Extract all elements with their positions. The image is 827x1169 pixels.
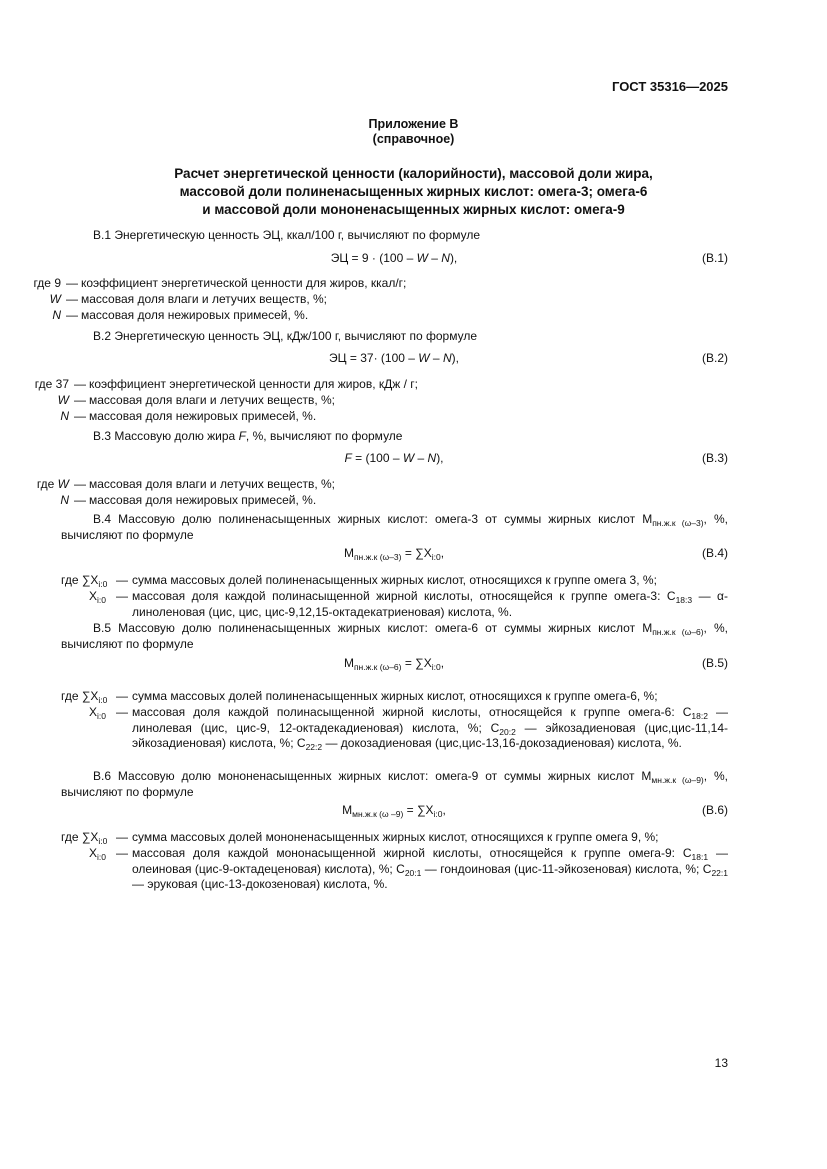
where-description: коэффициент энергетической ценности для жиров, ккал/г; xyxy=(81,276,407,290)
where-dash: — xyxy=(74,377,86,391)
heading-line: Расчет энергетической ценности (калорийности), массовой доли жира, xyxy=(174,166,653,181)
where-description: сумма массовых долей полиненасыщенных жирных кислот, относящихся к группе омега-6, %; xyxy=(132,689,658,703)
where-symbol: $X_{i:0}$ xyxy=(89,705,106,721)
where-dash: — xyxy=(66,292,78,306)
formula-b5: $М_{пн.ж.к (\omega-6)} = \sum X_{i:0}$, xyxy=(343,656,445,672)
where-symbol: где $\sum X_{i:0}$ xyxy=(61,830,108,846)
where-description: массовая доля влаги и летучих веществ, %; xyxy=(89,393,336,407)
equation-number: (В.6) xyxy=(701,803,728,817)
where-symbol: где $\sum X_{i:0}$ xyxy=(61,689,108,705)
where-symbol: где 37 xyxy=(34,377,69,391)
equation-number: (В.3) xyxy=(701,451,728,465)
where-dash: — xyxy=(116,589,128,603)
where-dash: — xyxy=(116,846,128,860)
where-description: сумма массовых долей полиненасыщенных жирных кислот, относящихся к группе омега 3, %; xyxy=(132,573,657,587)
heading-line: и массовой доли мононенасыщенных жирных кислот: омега-9 xyxy=(202,202,625,217)
where-symbol: W xyxy=(49,292,61,306)
where-description: коэффициент энергетической ценности для жиров, кДж / г; xyxy=(89,377,418,391)
where-dash: — xyxy=(74,477,86,491)
equation-number: (В.4) xyxy=(701,546,728,560)
formula-b4: $М_{пн.ж.к (\omega-3)} = \sum X_{i:0}$, xyxy=(343,546,445,562)
clause-b2-intro: В.2 Энергетическую ценность ЭЦ, кДж/100 г, вычисляют по формуле xyxy=(93,329,477,343)
where-list-b6 xyxy=(61,830,741,894)
where-symbol: N xyxy=(60,409,69,423)
where-list-b5 xyxy=(61,689,741,769)
clause-b3-intro: В.3 Массовую долю жира F, %, вычисляют по формуле xyxy=(93,429,403,443)
where-symbol: W xyxy=(57,393,69,407)
where-description: массовая доля каждой полинасыщенной жирной кислоты, относящейся к группе омега-3: $С_{18:3}$ — α-линоленовая (цис, цис, цис-9,12,15-октадекатриеновая) кислота, %. xyxy=(132,589,728,619)
standard-number: ГОСТ 35316—2025 xyxy=(612,79,728,94)
where-symbol: N xyxy=(60,493,69,507)
where-description: массовая доля каждой мононасыщенной жирной кислоты, относящейся к группе омега-9: $С_{18:1}$ — олеиновая (цис-9-октадеценовая) кислота), %; $С_{20:1}$ — гондоиновая (цис-11-эйкозеновая) кислота, %; $С_{22:1}$ — эруковая (цис-13-докозеновая) кислота, %. xyxy=(132,846,728,891)
where-description: сумма массовых долей мононенасыщенных жирных кислот, относящихся к группе омега 9, %; xyxy=(132,830,659,844)
where-symbol: где 9 xyxy=(33,276,61,290)
where-description: массовая доля нежировых примесей, %. xyxy=(89,409,317,423)
where-list-b4 xyxy=(61,573,741,621)
where-description: массовая доля влаги и летучих веществ, %; xyxy=(81,292,328,306)
annex-status: (справочное) xyxy=(372,132,455,146)
where-dash: — xyxy=(74,493,86,507)
where-list-b3 xyxy=(21,477,721,509)
clause-b1-intro: В.1 Энергетическую ценность ЭЦ, ккал/100 г, вычисляют по формуле xyxy=(93,228,481,242)
where-dash: — xyxy=(66,276,78,290)
page-number: 13 xyxy=(714,1056,728,1070)
equation-number: (В.2) xyxy=(701,351,728,365)
formula-b3: F = (100 – W – N), xyxy=(344,451,444,465)
where-list-b2 xyxy=(21,377,721,425)
heading-line: массовой доли полиненасыщенных жирных кислот: омега-3; омега-6 xyxy=(179,184,648,199)
equation-number: (В.5) xyxy=(701,656,728,670)
where-symbol: где W xyxy=(36,477,69,491)
formula-b6: $М_{мн.ж.к (\omega -9)} = \sum X_{i:0}$, xyxy=(342,803,446,819)
where-symbol: $X_{i:0}$ xyxy=(89,846,106,862)
where-symbol: N xyxy=(52,308,61,322)
where-dash: — xyxy=(116,830,128,844)
equation-number: (В.1) xyxy=(701,251,728,265)
where-dash: — xyxy=(74,393,86,407)
clause-b6-intro: В.6 Массовую долю мононенасыщенных жирных кислот: омега-9 от суммы жирных кислот $М_{мн.ж.к (\omega-9)}$, %, вычисляют по формуле xyxy=(61,769,729,799)
clause-b5-intro: В.5 Массовую долю полиненасыщенных жирных кислот: омега-6 от суммы жирных кислот $М_{пн.ж.к (\omega-6)}$, %, вычисляют по формуле xyxy=(61,621,728,651)
annex-heading xyxy=(0,165,827,219)
where-dash: — xyxy=(116,689,128,703)
where-dash: — xyxy=(66,308,78,322)
where-dash: — xyxy=(116,573,128,587)
where-symbol: $X_{i:0}$ xyxy=(89,589,106,605)
where-description: массовая доля нежировых примесей, %. xyxy=(81,308,309,322)
where-description: массовая доля влаги и летучих веществ, %; xyxy=(89,477,336,491)
where-list-b1 xyxy=(21,276,721,324)
where-description: массовая доля каждой полинасыщенной жирной кислоты, относящейся к группе омега-6: $С_{18:2}$ — линолевая (цис, цис-9, 12-октадекадиеновая) кислота, %; $С_{20:2}$ — эйкозадиеновая (цис,цис-11,14-эйкозадиеновая) кислота, %; $С_{22:2}$ — докозадиеновая (цис,цис-13,16-докозадиеновая) кислота, %. xyxy=(132,705,728,752)
annex-title: Приложение В xyxy=(368,117,459,131)
formula-b2: ЭЦ = 37· (100 – W – N), xyxy=(329,351,459,365)
clause-b4-intro: В.4 Массовую долю полиненасыщенных жирных кислот: омега-3 от суммы жирных кислот $М_{пн.ж.к (\omega-3)}$, %, вычисляют по формуле xyxy=(61,512,728,542)
where-symbol: где $\sum X_{i:0}$ xyxy=(61,573,108,589)
formula-b1: ЭЦ = 9 · (100 – W – N), xyxy=(330,251,458,265)
where-dash: — xyxy=(116,705,128,719)
where-dash: — xyxy=(74,409,86,423)
where-description: массовая доля нежировых примесей, %. xyxy=(89,493,317,507)
